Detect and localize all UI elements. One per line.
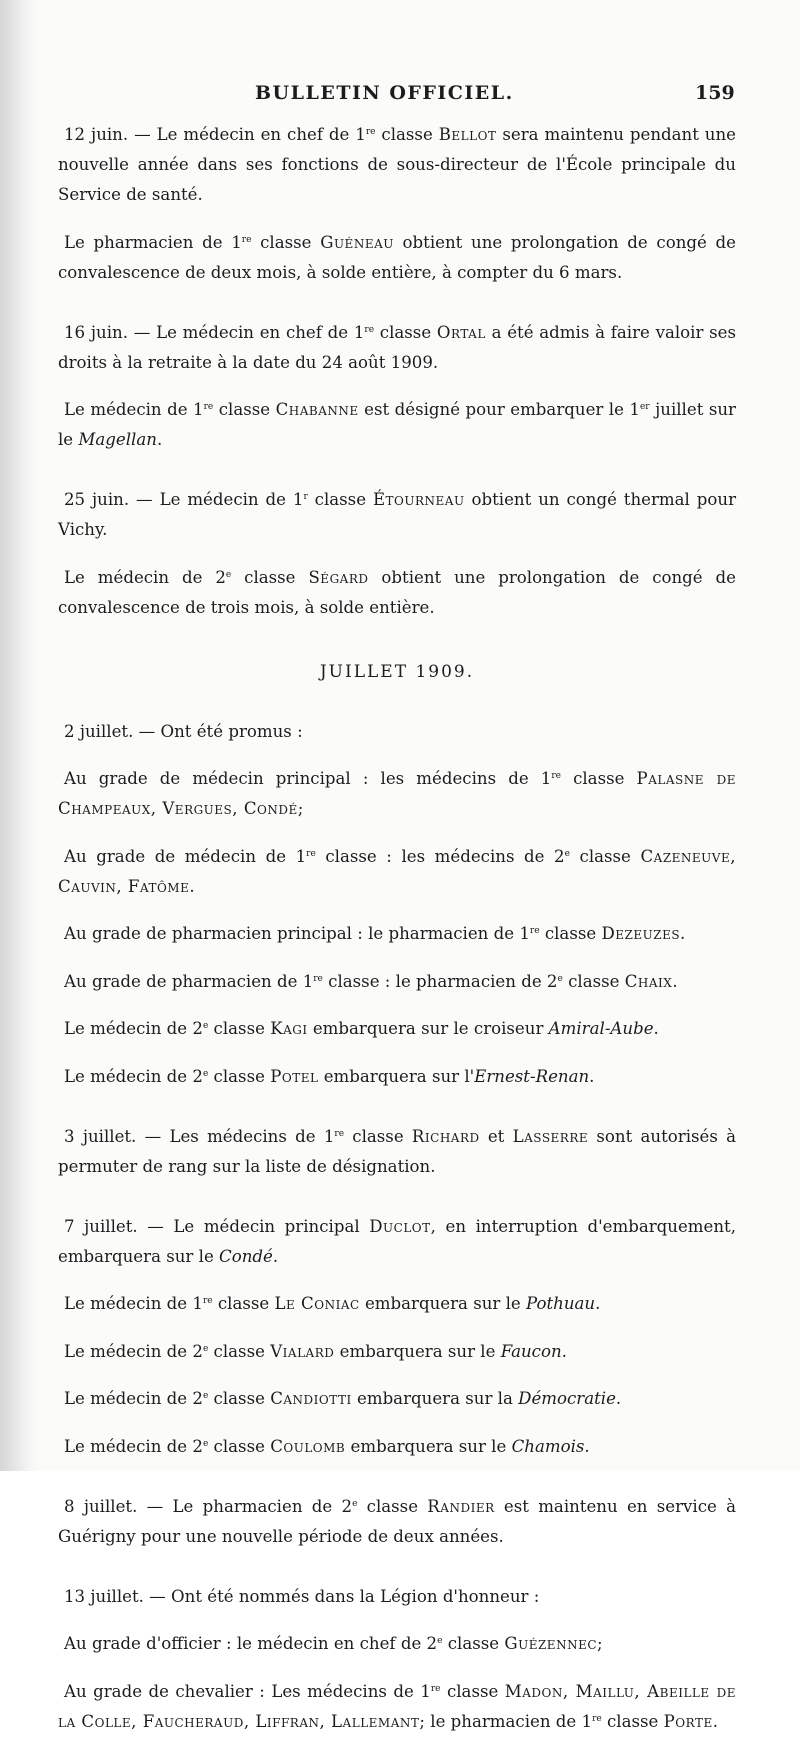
person-name: Chabanne (275, 400, 359, 419)
person-names: Cazeneuve, Cauvin, Fatôme (58, 846, 736, 896)
entry-potel: Le médecin de 2e classe Potel embarquera sur l'Ernest-Renan. (64, 1066, 595, 1086)
entry-permutation: 3 juillet. — Les médecins de 1re classe Richard et Lasserre sont autorisés à permuter de rang sur la liste de désignation. (58, 1126, 736, 1176)
promotion-pharmacien-1re: Au grade de pharmacien de 1re classe : le pharmacien de 2e classe Chaix. (64, 971, 678, 991)
running-title: BULLETIN OFFICIEL. (255, 82, 514, 104)
person-name: Guézennec (504, 1634, 598, 1653)
promotion-medecin-principal: Au grade de médecin principal : les médecins de 1re classe Palasne de Champeaux, Vergues, Condé; (58, 769, 736, 818)
ship-name: Condé (219, 1246, 273, 1266)
entry-date: 25 juin. (64, 490, 130, 509)
person-name: Guéneau (320, 232, 394, 252)
person-names: Madon, Maillu, Abeille de la Colle, Faucheraud, Liffran, Lallemant (58, 1681, 736, 1731)
entry-promotions-intro: 2 juillet. — Ont été promus : (64, 721, 303, 741)
entry-knight: Au grade de chevalier : Les médecins de 1re classe Madon, Maillu, Abeille de la Colle, Faucheraud, Liffran, Lallemant; le pharmacien de 1re classe Porte. (58, 1681, 736, 1731)
entry-date: 3 juillet. (64, 1126, 137, 1146)
ship-name: Magellan (78, 430, 157, 449)
entry-date: 12 juin. (64, 125, 129, 144)
person-name: Candiotti (270, 1389, 352, 1408)
person-name: Coulomb (270, 1436, 346, 1456)
promotion-medecin-1re: Au grade de médecin de 1re classe : les médecins de 2e classe Cazeneuve, Cauvin, Fatôme. (58, 846, 736, 896)
person-name: Dezeuzes (601, 924, 681, 943)
person-names: Palasne de Champeaux, Vergues, Condé (58, 769, 736, 818)
person-name: Bellot (438, 125, 497, 144)
person-name: Le Coniac (274, 1294, 360, 1313)
entry-date: 2 juillet. (64, 721, 134, 741)
person-name: Chaix (624, 971, 673, 991)
entry-randier: 8 juillet. — Le pharmacien de 2e classe Randier est maintenu en service à Guérigny pour une nouvelle période de deux années. (58, 1496, 736, 1546)
promotion-pharmacien-principal: Au grade de pharmacien principal : le pharmacien de 1re classe Dezeuzes. (64, 924, 686, 943)
entry-officer: Au grade d'officier : le médecin en chef de 2e classe Guézennec; (64, 1634, 603, 1653)
person-name: Ortal (436, 322, 486, 342)
page-body (58, 120, 736, 1754)
page-number: 159 (695, 82, 735, 104)
ship-name: Démocratie (518, 1389, 616, 1408)
entry-le-coniac: Le médecin de 1re classe Le Coniac embarquera sur le Pothuau. (64, 1294, 601, 1313)
ship-name: Pothuau (526, 1294, 596, 1313)
ship-name: Ernest-Renan (474, 1066, 590, 1086)
ship-name: Chamois (511, 1436, 585, 1456)
person-name: Kagi (270, 1019, 308, 1038)
entry-etourneau: 25 juin. — Le médecin de 1$^r$ classe Étourneau obtient un congé thermal pour Vichy. (58, 490, 736, 539)
entry-gueneau: Le pharmacien de 1re classe Guéneau obtient une prolongation de congé de convalescence de deux mois, à solde entière, à compter du 6 mars. (58, 232, 736, 282)
entry-date: 16 juin. (64, 322, 128, 342)
entry-kagi: Le médecin de 2e classe Kagi embarquera sur le croiseur Amiral-Aube. (64, 1019, 659, 1038)
entry-segard: Le médecin de 2e classe Ségard obtient une prolongation de congé de convalescence de trois mois, à solde entière. (58, 567, 736, 617)
person-name: Ségard (308, 567, 369, 587)
entry-bellot: 12 juin. — Le médecin en chef de 1re classe Bellot sera maintenu pendant une nouvelle année dans ses fonctions de sous-directeur de l'École principale du Service de santé. (58, 125, 736, 204)
person-name: Lasserre (512, 1126, 589, 1146)
entry-candiotti: Le médecin de 2e classe Candiotti embarquera sur la Démocratie. (64, 1389, 622, 1408)
person-name: Randier (427, 1496, 495, 1516)
entry-date: 7 juillet. (64, 1216, 138, 1236)
ship-name: Faucon (500, 1341, 562, 1361)
entry-vialard: Le médecin de 2e classe Vialard embarquera sur le Faucon. (64, 1341, 567, 1361)
entry-duclot: 7 juillet. — Le médecin principal Duclot, en interruption d'embarquement, embarquera sur le Condé. (58, 1216, 736, 1266)
person-name: Duclot (369, 1216, 431, 1236)
entry-legion-intro: 13 juillet. — Ont été nommés dans la Légion d'honneur : (64, 1586, 540, 1606)
person-name: Potel (270, 1066, 319, 1086)
entry-ortal: 16 juin. — Le médecin en chef de 1re classe Ortal a été admis à faire valoir ses droits à la retraite à la date du 24 août 1909. (58, 322, 737, 372)
page-edge-shadow (0, 0, 38, 1471)
person-name: Vialard (270, 1341, 335, 1361)
page-header (0, 82, 800, 116)
entry-chabanne: Le médecin de 1re classe Chabanne est désigné pour embarquer le 1er juillet sur le Magellan. (58, 400, 736, 449)
person-name: Étourneau (372, 490, 465, 509)
person-name: Richard (411, 1126, 480, 1146)
ship-name: Amiral-Aube (548, 1019, 654, 1038)
entry-date: 8 juillet. (64, 1496, 138, 1516)
entry-date: 13 juillet. (64, 1586, 144, 1606)
section-title: JUILLET 1909. (319, 661, 475, 682)
entry-coulomb: Le médecin de 2e classe Coulomb embarquera sur le Chamois. (64, 1436, 590, 1456)
person-name: Porte (663, 1711, 713, 1731)
